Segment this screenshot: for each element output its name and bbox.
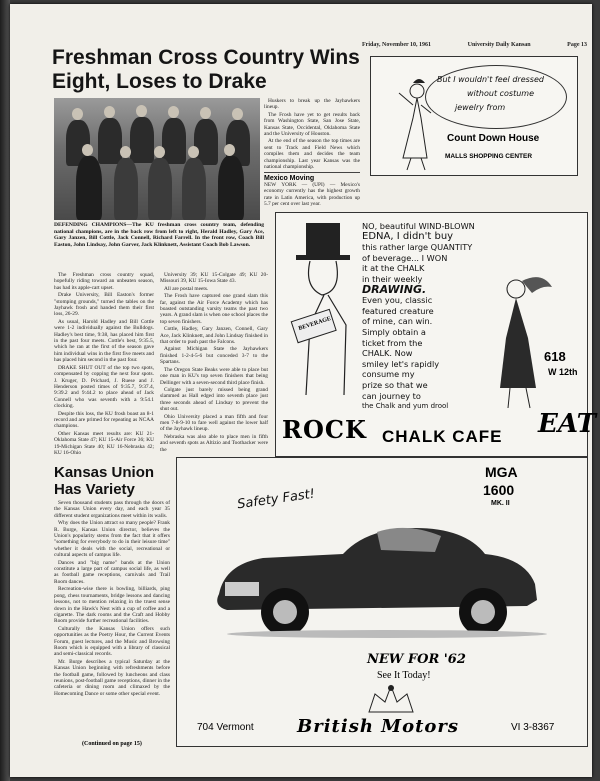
paragraph: Cottle, Hadley, Gary Janzen, Connell, Gary Ace, Jack Klinknett, and John Lindsay finished in that order to push past the Falcons. [160, 326, 268, 346]
ad-text-block [362, 221, 522, 412]
paragraph: Ohio University placed a man fifth and four men 7-8-9-10 to fare well against the lower half of the Jayhawk lineup. [160, 413, 268, 433]
paragraph: The Frosh have yet to get results back from Washington State, San Jose State, Kansas State, Occidental, Oklahoma State and the University of Houston. [264, 111, 360, 138]
model-number: 1600 [483, 482, 515, 498]
ad-line: in their weekly [362, 273, 423, 284]
paragraph: Despite this loss, the KU frosh boast an 8-1 record and are primed for repeating as NCAA champions. [54, 410, 154, 430]
store-location: MALLS SHOPPING CENTER [445, 153, 533, 160]
article1-col3 [264, 98, 360, 171]
team-photo [54, 98, 260, 220]
ad-script-line3: jewelry from [455, 103, 506, 112]
slogan: Safety Fast! [236, 486, 316, 513]
article1-col2 [160, 272, 268, 454]
ad-line: ticket from the [362, 337, 423, 348]
woman-illustration [375, 61, 445, 173]
ad-script-line2: without costume [467, 89, 534, 98]
model-mark: MK. II [491, 500, 510, 507]
ad-line: it at the CHALK [362, 263, 425, 274]
paragraph: Why does the Union attract so many people? Frank R. Burge, Kansas Union director, believes the Union's popularity stems from the fact that it offers "something for everybody to do in their leisure time" whether it deals with the social, recreational or cultural aspects of campus life. [54, 520, 170, 559]
ad-line: the Chalk and yum drool [362, 402, 449, 411]
paragraph: Recreation-wise there is bowling, billiards, ping pong, chess tournaments, bridge lessons and dancing lessons, not to mention relaxing in the truest sense down in the Hawk's Nest with a cup of coffee and a cigarette. The dark rooms and the Craft and Hobby Room provide further recreational facilities. [54, 586, 170, 625]
mexico-title: Mexico Moving [264, 175, 315, 182]
rock-chalk-cafe-ad[interactable] [275, 212, 596, 457]
ad-line: Simply obtain a [362, 326, 426, 337]
new-for-62: NEW FOR '62 [367, 652, 466, 667]
paragraph: Huskers to break up the Jayhawkers lineup. [264, 98, 360, 111]
paragraph: Drake University, Bill Easton's former "stomping grounds," turned the tables on the Jayhawk frosh and handed them their first loss, 26-29. [54, 292, 154, 318]
ad-line: can journey to [362, 390, 421, 401]
paragraph: Culturally the Kansas Union offers such opportunities as the Poetry Hour, the Current Events Forum, guest lectures, and the Music and Browsing Room which is equipped with a library of classical and semi-classical records. [54, 625, 170, 658]
paragraph: Mr. Burge describes a typical Saturday at the Kansas Union beginning with refreshments before the football game, followed by luncheons and class reunions, post-football game receptions, dinner in the cafeteria or dining room and climaxed by the Homecoming Dance or some other special event. [54, 658, 170, 697]
dealer-address: 704 Vermont [197, 722, 254, 733]
paragraph: All are postal meets. [164, 285, 209, 292]
address-number: 618 [544, 349, 566, 364]
paragraph: DRAKE SHUT OUT of the top two spots, compensated by copping the next four spots. J. Kruger, D. Prichard, J. Ruese and J. Henderson posted times of 9:35.7, 9:37.4, 9:39.2 and 9:44.2 to place ahead of Jack Connell who was seventh with a 9:54.1 clocking. [54, 364, 154, 410]
dealer-crest-icon [361, 682, 421, 716]
paragraph: The Frosh have captured one grand slam this far, against the Air Force Academy which has boasted outstanding varsity teams the past two years. A grand slam is when one school places the top seven finishers. [160, 293, 268, 325]
ad-line: featured creature [362, 305, 434, 316]
see-it-today: See It Today! [377, 670, 431, 681]
ad-script-line1: But I wouldn't feel dressed [437, 75, 544, 84]
paragraph: Against Michigan State the Jayhawkers finished 1-2-4-5-6 but conceded 3-7 to the Spartans. [160, 346, 268, 366]
cafe-name-eat: EAT [538, 409, 596, 439]
ad-line: this rather large QUANTITY [362, 242, 473, 253]
paragraph: At the end of the season the top times are sent to Track and Field News which compiles them and decides the team championship. Last year Kansas was the national championship. [264, 138, 360, 171]
cafe-name-chalk: CHALK CAFE [382, 427, 503, 446]
dealer-phone: VI 3-8367 [511, 722, 555, 733]
masthead [362, 42, 587, 48]
ad-line: smiley let's rapidly [362, 358, 440, 369]
ad-line: EDNA, I didn't buy [362, 230, 454, 242]
mexico-brief [264, 172, 360, 208]
newspaper-page[interactable] [10, 4, 596, 777]
continued-note: (Continued on page 15) [82, 741, 142, 747]
kansas-union-headline: Kansas Union Has Variety [54, 464, 155, 498]
ad-line: of mine, can win. [362, 316, 433, 327]
photo-caption: DEFENDING CHAMPIONS—The KU freshman cross country team, defending national champions, are in the back row from left to right, Herald Hadley, Gary Ace, Gary Janzen, Bill Cottle, Jack Connell, Richard Farrell. In the front row, Coach Bill Easton, John Lindsay, John Garver, Jack Klinknett, Assistant Coach Bob Lawson. [54, 222, 264, 248]
paragraph: Seven thousand students pass through the doors of the Kansas Union every day, and each year 35 different student organizations meet within its walls. [54, 500, 170, 519]
address-street: W 12th [548, 367, 578, 377]
countdown-house-ad[interactable] [370, 56, 578, 176]
british-motors-mga-ad[interactable] [176, 457, 588, 747]
ad-line: Even you, classic [362, 295, 433, 306]
article1-col1 [54, 272, 154, 457]
masthead-paper: University Daily Kansan [467, 42, 531, 48]
ad-line: of beverage... I WON [362, 252, 448, 263]
beverage-sign: BEVERAGE [297, 315, 332, 333]
ad-line: DRAWING. [362, 282, 427, 296]
ad-line: consume my [362, 369, 415, 380]
paragraph: The Freshman cross country squad, hopefully riding toward an unbeaten season, has had its apple-cart upset. [54, 272, 154, 291]
man-with-top-hat-illustration [284, 217, 374, 407]
paragraph: The Oregon State Beaks were able to place but one man in KU's top seven finishers that being Dellinger with a seven-second third place finish. [160, 366, 268, 386]
masthead-date: Friday, November 10, 1961 [362, 42, 432, 48]
paragraph: University 39; KU 15-Colgate 49; KU 20-Missouri 39, KU 15-Iowa State 43. [160, 272, 268, 285]
ad-line: NO, beautiful WIND-BLOWN [362, 221, 475, 231]
ad-line: CHALK. Now [362, 348, 413, 359]
paragraph: Nebraska was also able to place men in fifth and seventh spots as Altizio and Toothacker were the [160, 433, 268, 453]
store-name: Count Down House [447, 133, 540, 144]
ad-line: prize so that we [362, 379, 428, 390]
masthead-page: Page 13 [567, 42, 587, 48]
mexico-body: NEW YORK — (UPI) — Mexico's economy currently has the highest growth rate in Latin America, with production up 5.7 per cent over last year. [264, 182, 360, 208]
mga-car-illustration [207, 508, 567, 638]
page-edge-shadow [0, 0, 10, 781]
paragraph: Colgate just barely missed being grand slammed as Hall edged into seventh place just three seconds ahead of Lindsay to prevent the shut out. [160, 386, 268, 413]
dealer-name: British Motors [297, 716, 460, 737]
kansas-union-article [54, 500, 170, 698]
paragraph: Other Kansas meet results are: KU 21-Oklahoma State 47; KU 15-Air Force 36; KU 19-Michigan State 40; KU 16-Nebraska 42; KU 16-Ohio [54, 430, 154, 456]
model-name: MGA [485, 464, 518, 480]
cafe-name-rock: ROCK [282, 415, 367, 444]
paragraph: As usual, Harold Hadley and Bill Cottle were 1-2 individually against the Bulldogs. Hadley's best time, 9:38, has placed him first in the past four meets. Cottle's best, 9:35.5, which he ran at the first of the season gave him individual wins in the first five meets and has placed him second in the past four. [54, 318, 154, 364]
paragraph: Dances and "big name" bands at the Union constitute a large part of campus social life, as well as football game receptions, carnivals and Trail Room dances. [54, 559, 170, 585]
cross-country-headline: Freshman Cross Country Wins Eight, Loses to Drake [52, 46, 360, 93]
